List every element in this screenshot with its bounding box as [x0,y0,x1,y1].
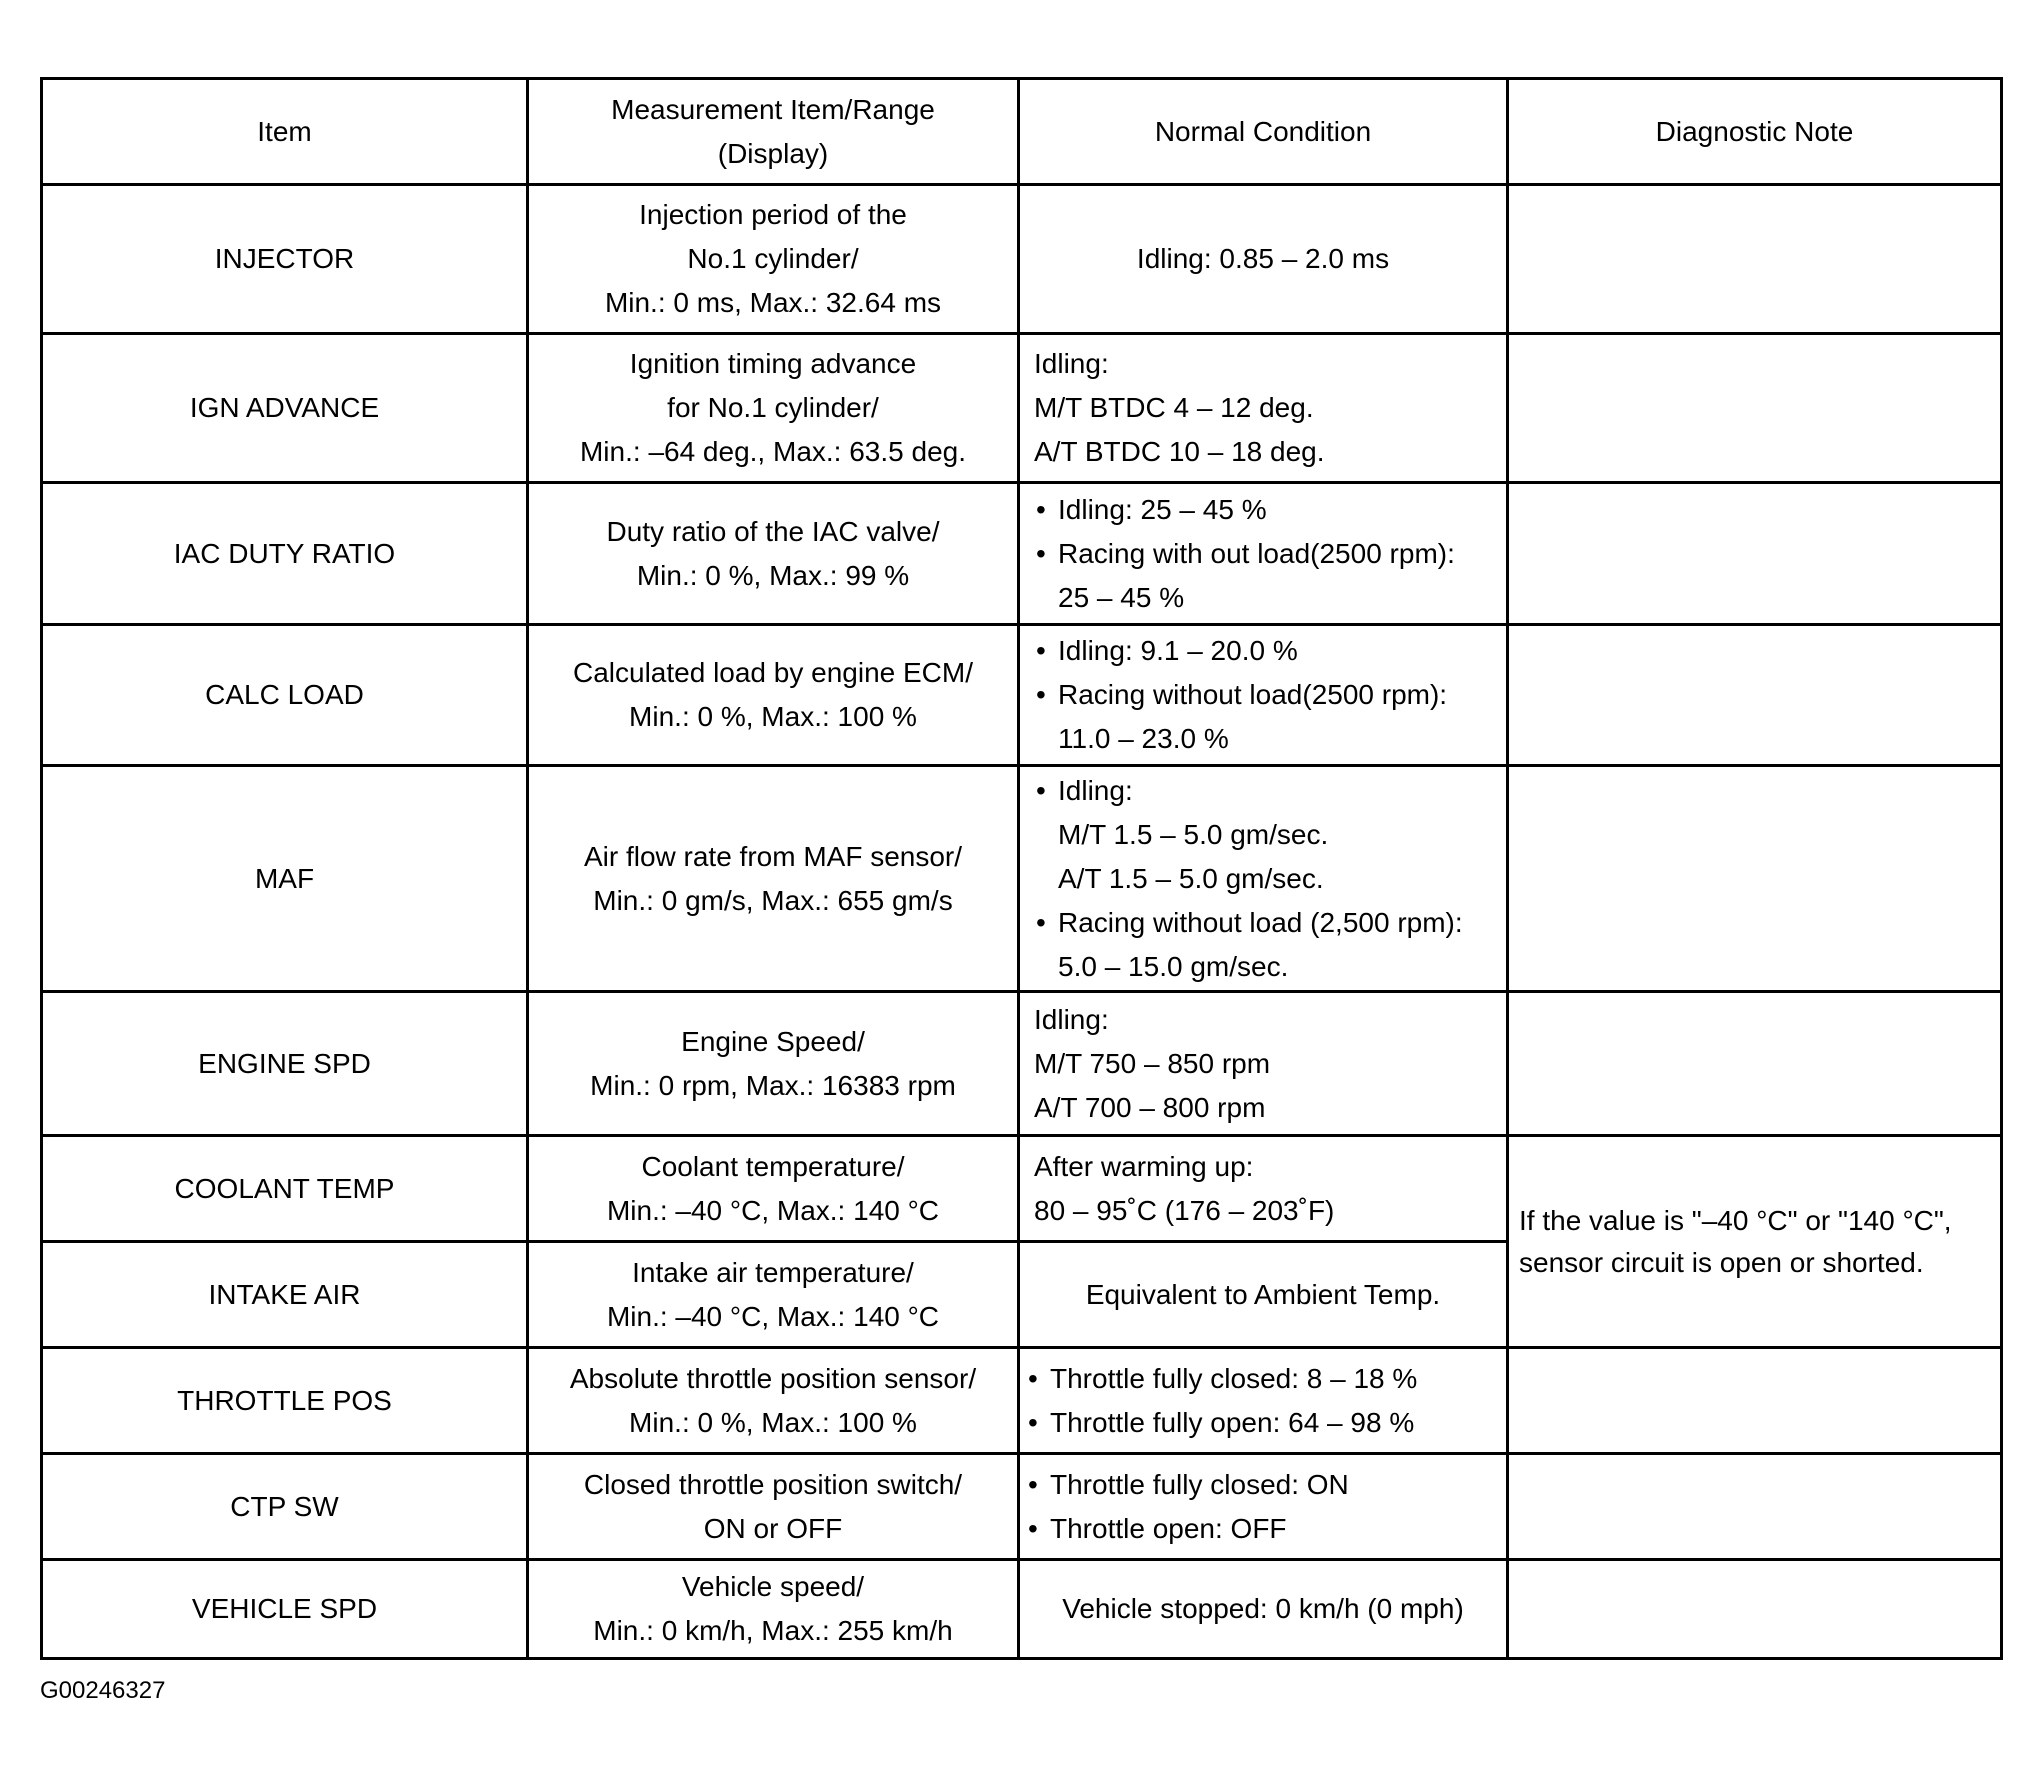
measurement-line: Duty ratio of the IAC valve/ [606,515,940,547]
diagnostic-note-cell [1508,992,2002,1136]
measurement-line: Ignition timing advance [629,348,917,379]
item-cell: CTP SW [42,1454,528,1560]
condition-bullet: • Racing with out load(2500 rpm): [1028,532,1506,576]
header-measurement [528,79,1019,185]
measurement-line: Closed throttle position switch/ [583,1468,963,1500]
table-row [42,766,2002,992]
measurement-line: Vehicle speed/ [681,1571,865,1602]
normal-condition-cell [1019,1136,1508,1242]
measurement-cell [528,625,1019,766]
condition-line: A/T BTDC 10 – 18 deg. [1034,436,1325,467]
measurement-line: Injection period of the [639,199,907,230]
header-normal-condition: Normal Condition [1019,79,1508,185]
normal-condition-cell: Idling: 0.85 – 2.0 ms [1019,185,1508,334]
measurement-line: ON or OFF [703,1512,843,1544]
condition-line: A/T 700 – 800 rpm [1034,1091,1266,1123]
condition-line: 25 – 45 % [1058,581,1185,613]
measurement-cell [528,334,1019,483]
normal-condition-cell: Equivalent to Ambient Temp. [1019,1242,1508,1348]
condition-bullet: • Idling: [1028,769,1506,813]
item-cell: INJECTOR [42,185,528,334]
item-cell: COOLANT TEMP [42,1136,528,1242]
condition-line: 80 – 95˚C (176 – 203˚F) [1034,1194,1335,1226]
item-cell: VEHICLE SPD [42,1560,528,1659]
measurement-line: Min.: 0 ms, Max.: 32.64 ms [604,287,942,318]
normal-condition-cell [1019,334,1508,483]
normal-condition-cell [1019,1454,1508,1560]
measurement-line: Min.: –40 °C, Max.: 140 °C [606,1194,940,1226]
header-measurement-line: (Display) [717,137,829,169]
diagnostic-note-cell [1508,766,2002,992]
measurement-line: No.1 cylinder/ [687,243,859,274]
data-list-table [40,77,2000,1660]
condition-line: 11.0 – 23.0 % [1058,723,1229,754]
measurement-line: Calculated load by engine ECM/ [572,657,973,688]
diagnostic-note-cell [1508,185,2002,334]
item-cell: ENGINE SPD [42,992,528,1136]
header-measurement-line: Measurement Item/Range [611,93,935,125]
item-cell: THROTTLE POS [42,1348,528,1454]
normal-condition-cell [1019,625,1508,766]
measurement-cell [528,992,1019,1136]
condition-line: M/T 750 – 850 rpm [1034,1047,1271,1079]
condition-line: Idling: [1034,348,1109,379]
condition-bullet: • Throttle open: OFF [1020,1507,1506,1551]
condition-bullet: • Throttle fully closed: ON [1020,1463,1506,1507]
item-cell: IGN ADVANCE [42,334,528,483]
condition-bullet: • Throttle fully closed: 8 – 18 % [1020,1357,1506,1401]
measurement-line: Min.: 0 %, Max.: 99 % [636,559,910,591]
item-cell: MAF [42,766,528,992]
condition-bullet: • Idling: 25 – 45 % [1028,488,1506,532]
condition-line: Idling: [1034,1003,1109,1035]
normal-condition-cell [1019,1348,1508,1454]
measurement-line: for No.1 cylinder/ [667,392,879,423]
table-row [42,483,2002,625]
header-item: Item [42,79,528,185]
measurement-cell [528,1242,1019,1348]
diagnostic-note-cell [1508,1560,2002,1659]
header-diagnostic-note: Diagnostic Note [1508,79,2002,185]
condition-bullet: • Racing without load(2500 rpm): [1028,673,1506,717]
measurement-cell [528,1348,1019,1454]
measurement-cell [528,185,1019,334]
measurement-line: Min.: 0 gm/s, Max.: 655 gm/s [593,884,953,916]
measurement-line: Air flow rate from MAF sensor/ [583,840,963,872]
table-row [42,1454,2002,1560]
diagnostic-note-cell [1508,483,2002,625]
condition-line: A/T 1.5 – 5.0 gm/sec. [1058,862,1324,894]
condition-bullet: • Idling: 9.1 – 20.0 % [1028,629,1506,673]
measurement-line: Min.: –64 deg., Max.: 63.5 deg. [579,436,966,467]
measurement-line: Min.: 0 rpm, Max.: 16383 rpm [590,1069,956,1101]
condition-line: M/T BTDC 4 – 12 deg. [1034,392,1314,423]
table-row [42,1136,2002,1242]
figure-id: G00246327 [40,1677,166,1704]
measurement-cell [528,1560,1019,1659]
measurement-cell [528,766,1019,992]
table-row [42,334,2002,483]
measurement-line: Min.: 0 %, Max.: 100 % [629,1406,917,1438]
table-row [42,1560,2002,1659]
measurement-line: Min.: –40 °C, Max.: 140 °C [606,1300,940,1332]
diagnostic-note-cell [1508,334,2002,483]
measurement-cell [528,1454,1019,1560]
item-cell: CALC LOAD [42,625,528,766]
measurement-cell [528,1136,1019,1242]
measurement-line: Min.: 0 km/h, Max.: 255 km/h [593,1615,953,1646]
condition-line: After warming up: [1034,1150,1254,1182]
table-row [42,992,2002,1136]
measurement-cell [528,483,1019,625]
table-row [42,625,2002,766]
diagnostic-note-cell [1508,1454,2002,1560]
diagnostic-note-cell: If the value is "–40 °C" or "140 °C", sensor circuit is open or shorted. [1508,1136,2002,1348]
table-row [42,185,2002,334]
header-row [42,79,2002,185]
condition-line: M/T 1.5 – 5.0 gm/sec. [1058,818,1329,850]
condition-bullet: • Throttle fully open: 64 – 98 % [1020,1401,1506,1445]
condition-bullet: • Racing without load (2,500 rpm): [1028,901,1506,945]
measurement-line: Absolute throttle position sensor/ [569,1362,977,1394]
measurement-line: Engine Speed/ [681,1025,865,1057]
condition-line: 5.0 – 15.0 gm/sec. [1058,950,1289,982]
measurement-line: Intake air temperature/ [632,1256,914,1288]
measurement-line: Min.: 0 %, Max.: 100 % [629,701,917,732]
measurement-line: Coolant temperature/ [641,1150,905,1182]
diagnostic-note-cell [1508,625,2002,766]
normal-condition-cell [1019,992,1508,1136]
diagnostic-note-cell [1508,1348,2002,1454]
normal-condition-cell: Vehicle stopped: 0 km/h (0 mph) [1019,1560,1508,1659]
item-cell: INTAKE AIR [42,1242,528,1348]
normal-condition-cell [1019,766,1508,992]
table-row [42,1348,2002,1454]
item-cell: IAC DUTY RATIO [42,483,528,625]
normal-condition-cell [1019,483,1508,625]
